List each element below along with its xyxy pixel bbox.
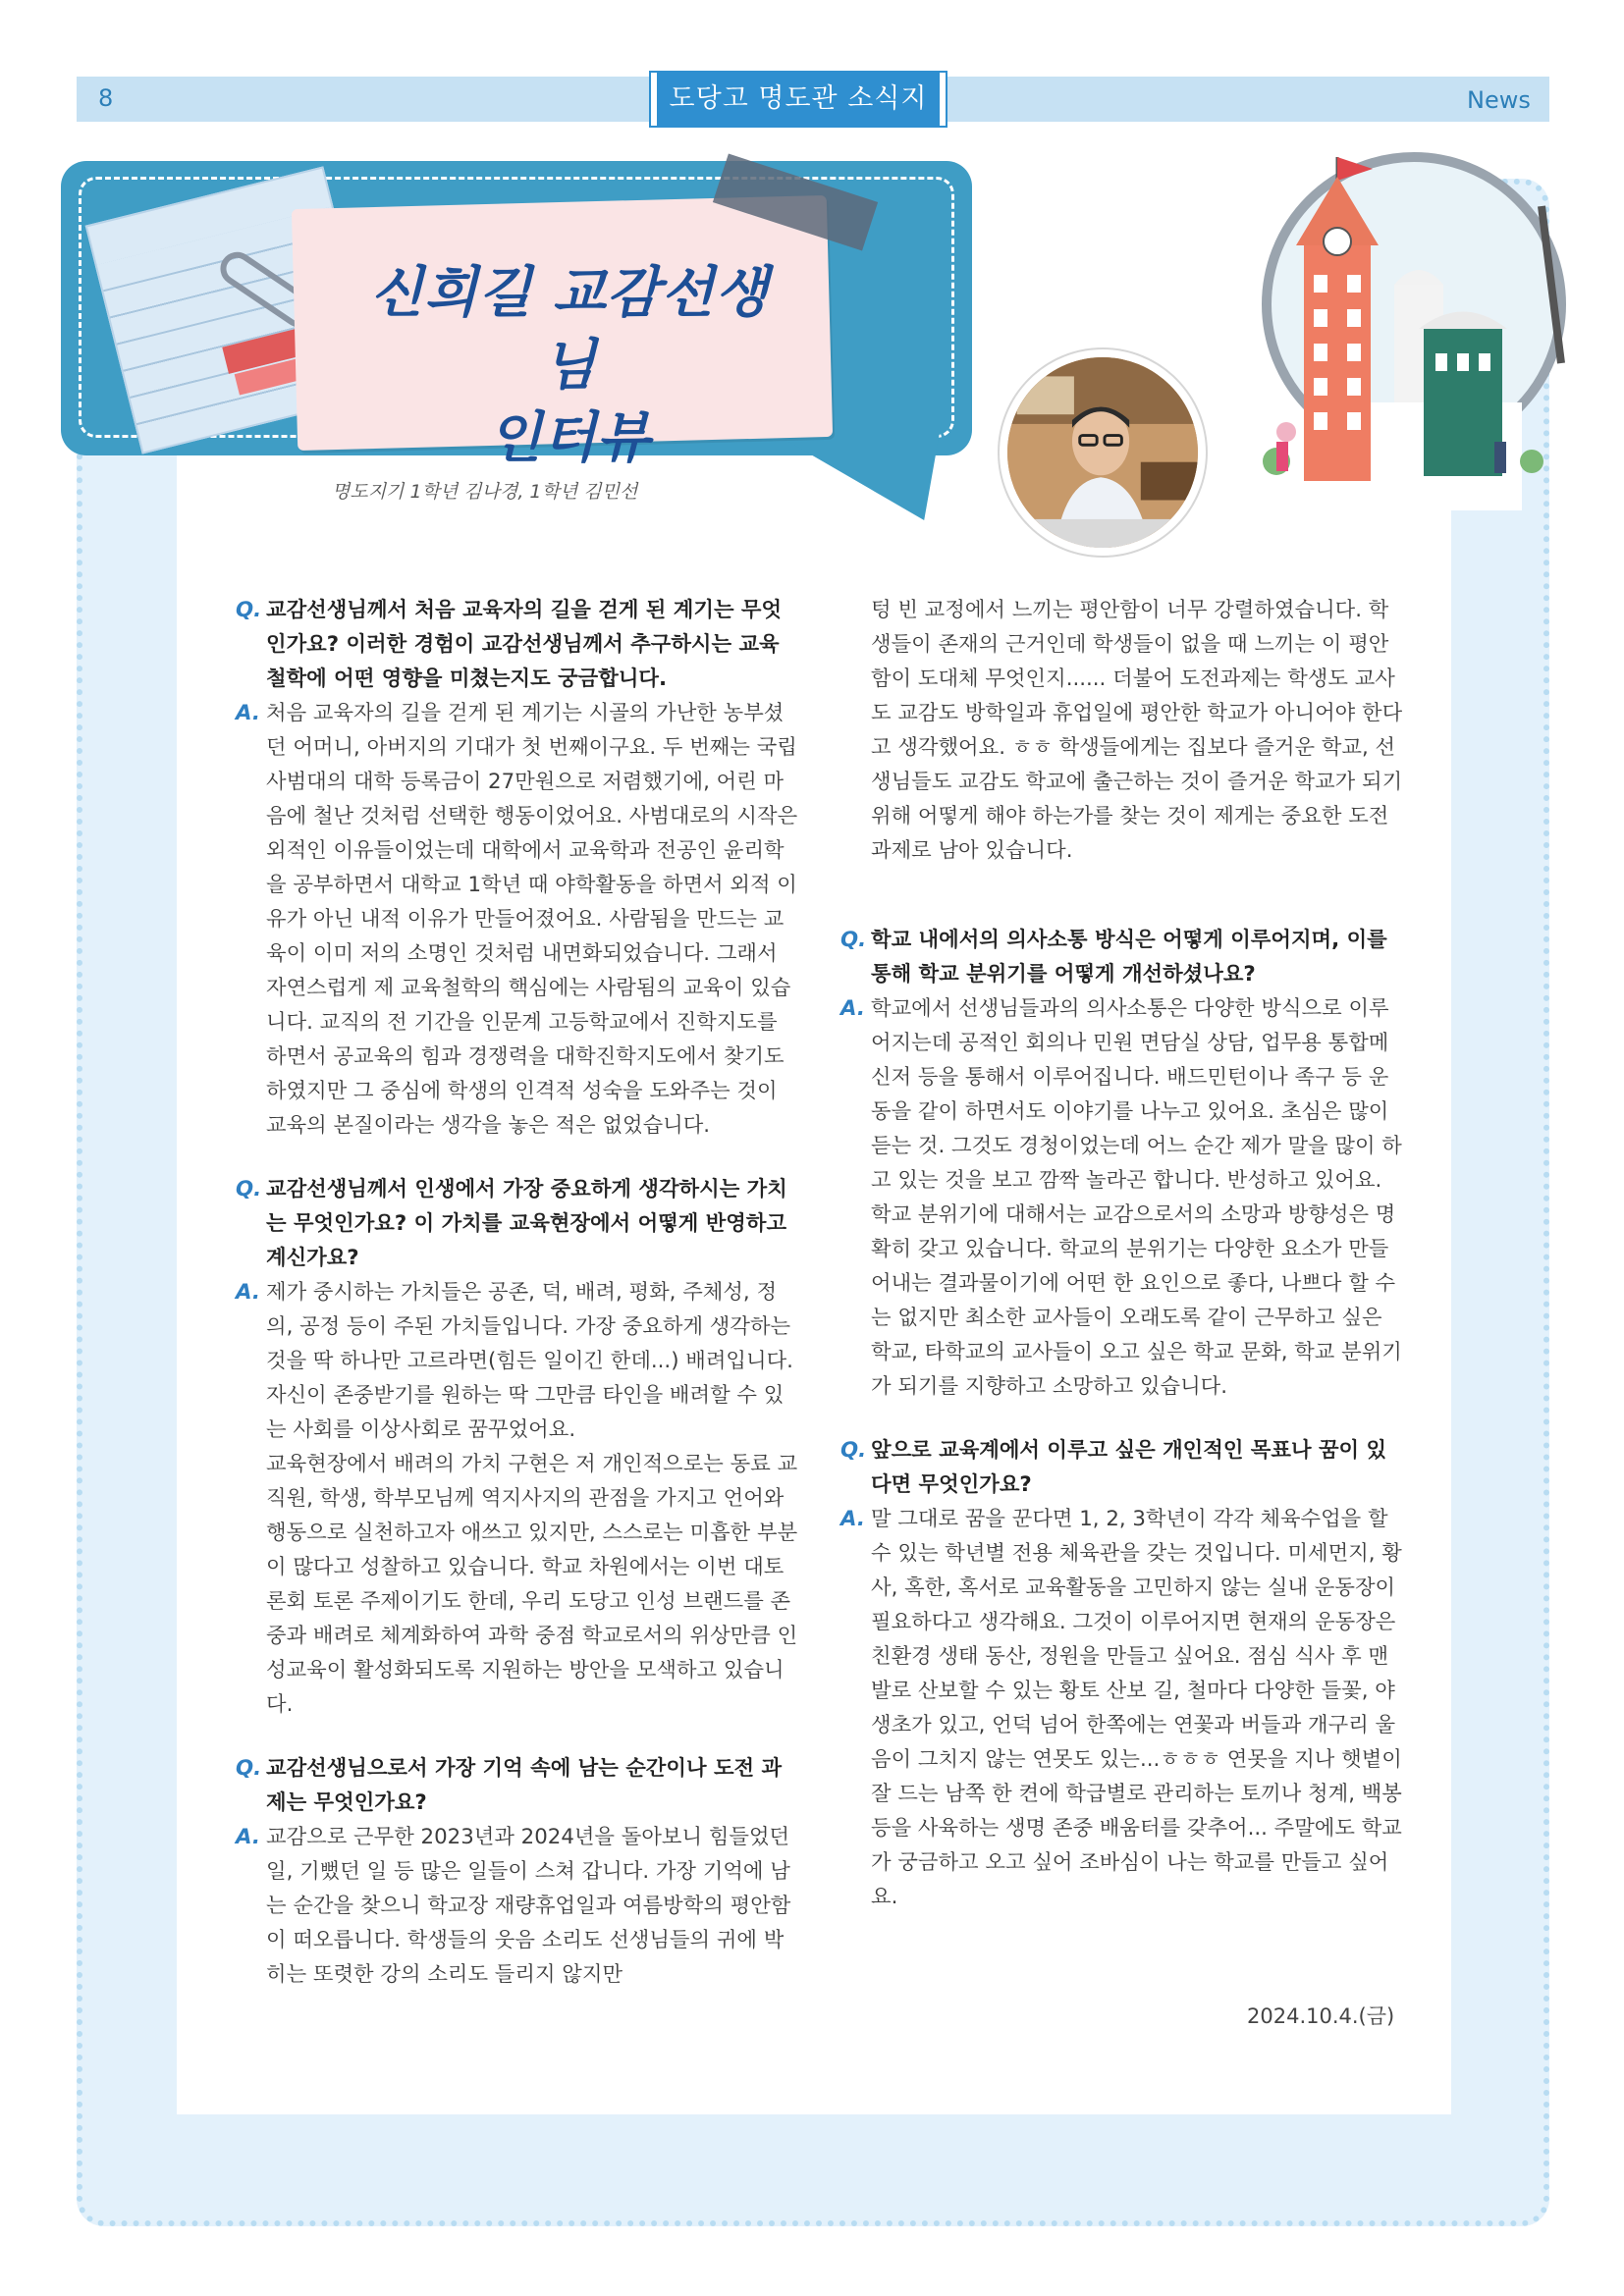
- qa-item: [840, 923, 1404, 1404]
- masthead-title: 도당고 명도관 소식지: [651, 73, 946, 126]
- a-marker: A.: [236, 1825, 260, 1849]
- answer-3-continued: 텅 빈 교정에서 느끼는 평안함이 너무 강렬하였습니다. 학생들이 존재의 근거인데 학생들이 없을 때 느끼는 이 평안함이 도대체 무엇인지...... 더불어 도전과제는 학생도 교사도 교감도 방학일과 휴업일에 평안한 학교가 아니어야 한다고 생각했어요. ㅎㅎ 학생들에게는 집보다 즐거운 학교, 선생님들도 교감도 학교에 출근하는 것이 즐거운 학교가 되기 위해 어떻게 해야 하는가를 찾는 것이 제게는 중요한 도전 과제로 남아 있습니다.: [871, 598, 1403, 863]
- section-label: News: [1467, 86, 1531, 114]
- q-marker: Q.: [840, 928, 867, 952]
- qa-item: [236, 1751, 799, 1992]
- answer-4: A. 학교에서 선생님들과의 의사소통은 다양한 방식으로 이루어지는데 공적인 회의나 민원 면담실 상담, 업무용 통합메신저 등을 통해서 이루어집니다. 배드민턴이나 족구 등 운동을 같이 하면서도 이야기를 나누고 있어요. 초심은 많이 듣는 것. 그것도 경청이었는데 어느 순간 제가 말을 많이 하고 있는 것을 보고 깜짝 놀라곤 합니다. 반성하고 있어요.: [840, 991, 1404, 1198]
- a-marker: A.: [840, 1507, 865, 1531]
- answer-4-paragraph-2: 학교 분위기에 대해서는 교감으로서의 소망과 방향성은 명확히 갖고 있습니다. 학교의 분위기는 다양한 요소가 만들어내는 결과물이기에 어떤 한 요인으로 좋다, 나쁘다 할 수는 없지만 최소한 교사들이 오래도록 같이 근무하고 싶은 학교, 타학교의 교사들이 오고 싶은 학교 문화, 학교 분위기가 되기를 지향하고 소망하고 있습니다.: [871, 1202, 1402, 1399]
- left-column: [236, 593, 799, 2021]
- interviewee-photo: [1000, 349, 1206, 556]
- a-marker: A.: [840, 996, 865, 1021]
- answer-3: A. 교감으로 근무한 2023년과 2024년을 돌아보니 힘들었던 일, 기뻤던 일 등 많은 일들이 스쳐 갑니다. 가장 기억에 남는 순간을 찾으니 학교장 재량휴업일과 여름방학의 평안함이 떠오릅니다. 학생들의 웃음 소리도 선생님들의 귀에 박히는 또렷한 강의 소리도 들리지 않지만: [236, 1820, 799, 1992]
- q-marker: Q.: [236, 1756, 262, 1781]
- qa-item-continued: [840, 593, 1404, 868]
- q-marker: Q.: [236, 1177, 262, 1201]
- a-marker: A.: [236, 701, 260, 725]
- qa-item: [840, 1433, 1404, 1914]
- question-5: Q. 앞으로 교육계에서 이루고 싶은 개인적인 목표나 꿈이 있다면 무엇인가요?: [840, 1433, 1404, 1502]
- right-column: [840, 593, 1404, 1944]
- school-tower-illustration: [1247, 147, 1581, 540]
- portrait-illustration: [1007, 357, 1198, 548]
- qa-item: [236, 1172, 799, 1722]
- answer-5: A. 말 그대로 꿈을 꾼다면 1, 2, 3학년이 각각 체육수업을 할 수 있는 학년별 전용 체육관을 갖는 것입니다. 미세먼지, 황사, 혹한, 혹서로 교육활동을 고민하지 않는 실내 운동장이 필요하다고 생각해요. 그것이 이루어지면 현재의 운동장은 친환경 생태 동산, 정원을 만들고 싶어요. 점심 식사 후 맨발로 산보할 수 있는 황토 산보 길, 철마다 다양한 들꽃, 야생초가 있고, 언덕 넘어 한쪽에는 연꽃과 버들과 개구리 울음이 그치지 않는 연못도 있는...ㅎㅎㅎ 연못을 지나 햇볕이 잘 드는 남쪽 한 켠에 학급별로 관리하는 토끼나 청계, 백봉 등을 사육하는 생명 존중 배움터를 갖추어... 주말에도 학교가 궁금하고 오고 싶어 조바심이 나는 학교를 만들고 싶어요.: [840, 1502, 1404, 1914]
- question-4: Q. 학교 내에서의 의사소통 방식은 어떻게 이루어지며, 이를 통해 학교 분위기를 어떻게 개선하셨나요?: [840, 923, 1404, 991]
- answer-2: A. 제가 중시하는 가치들은 공존, 덕, 배려, 평화, 주체성, 정의, 공정 등이 주된 가치들입니다. 가장 중요하게 생각하는 것을 딱 하나만 고르라면(힘든 일이긴 한데...) 배려입니다. 자신이 존중받기를 원하는 딱 그만큼 타인을 배려할 수 있는 사회를 이상사회로 꿈꾸었어요.: [236, 1275, 799, 1447]
- question-3: Q. 교감선생님으로서 가장 기억 속에 남는 순간이나 도전 과제는 무엇인가요?: [236, 1751, 799, 1820]
- answer-1: A. 처음 교육자의 길을 걷게 된 계기는 시골의 가난한 농부셨던 어머니, 아버지의 기대가 첫 번째이구요. 두 번째는 국립사범대의 대학 등록금이 27만원으로 저렴했기에, 어린 마음에 철난 것처럼 선택한 행동이었어요. 사범대로의 시작은 외적인 이유들이었는데 대학에서 교육학과 전공인 윤리학을 공부하면서 대학교 1학년 때 야학활동을 하면서 외적 이유가 아닌 내적 이유가 만들어졌어요. 사람됨을 만드는 교육이 이미 저의 소명인 것처럼 내면화되었습니다. 그래서 자연스럽게 제 교육철학의 핵심에는 사람됨의 교육이 있습니다. 교직의 전 기간을 인문계 고등학교에서 진학지도를 하면서 공교육의 힘과 경쟁력을 대학진학지도에서 찾기도 하였지만 그 중심에 학생의 인격적 성숙을 도와주는 것이 교육의 본질이라는 생각을 놓은 적은 없었습니다.: [236, 696, 799, 1143]
- answer-2-paragraph-2: 교육현장에서 배려의 가치 구현은 저 개인적으로는 동료 교직원, 학생, 학부모님께 역지사지의 관점을 가지고 언어와 행동으로 실천하고자 애쓰고 있지만, 스스로는 미흡한 부분이 많다고 성찰하고 있습니다. 학교 차원에서는 이번 대토론회 토론 주제이기도 한데, 우리 도당고 인성 브랜드를 존중과 배려로 체계화하여 과학 중점 학교로서의 위상만큼 인성교육이 활성화되도록 지원하는 방안을 모색하고 있습니다.: [266, 1452, 798, 1717]
- question-1: Q. 교감선생님께서 처음 교육자의 길을 걷게 된 계기는 무엇인가요? 이러한 경험이 교감선생님께서 추구하시는 교육철학에 어떤 영향을 미쳤는지도 궁금합니다.: [236, 593, 799, 696]
- byline: 명도지기 1학년 김나경, 1학년 김민선: [332, 481, 638, 503]
- article-title: [353, 257, 785, 475]
- q-marker: Q.: [840, 1438, 867, 1463]
- title-line-1: 신희길 교감선생님: [369, 261, 770, 398]
- title-line-2: 인터뷰: [488, 406, 651, 470]
- q-marker: Q.: [236, 598, 262, 622]
- publish-date: 2024.10.4.(금): [1247, 2004, 1395, 2028]
- page-number: 8: [98, 84, 114, 112]
- question-2: Q. 교감선생님께서 인생에서 가장 중요하게 생각하시는 가치는 무엇인가요? 이 가치를 교육현장에서 어떻게 반영하고 계신가요?: [236, 1172, 799, 1275]
- qa-item: [236, 593, 799, 1143]
- a-marker: A.: [236, 1280, 260, 1305]
